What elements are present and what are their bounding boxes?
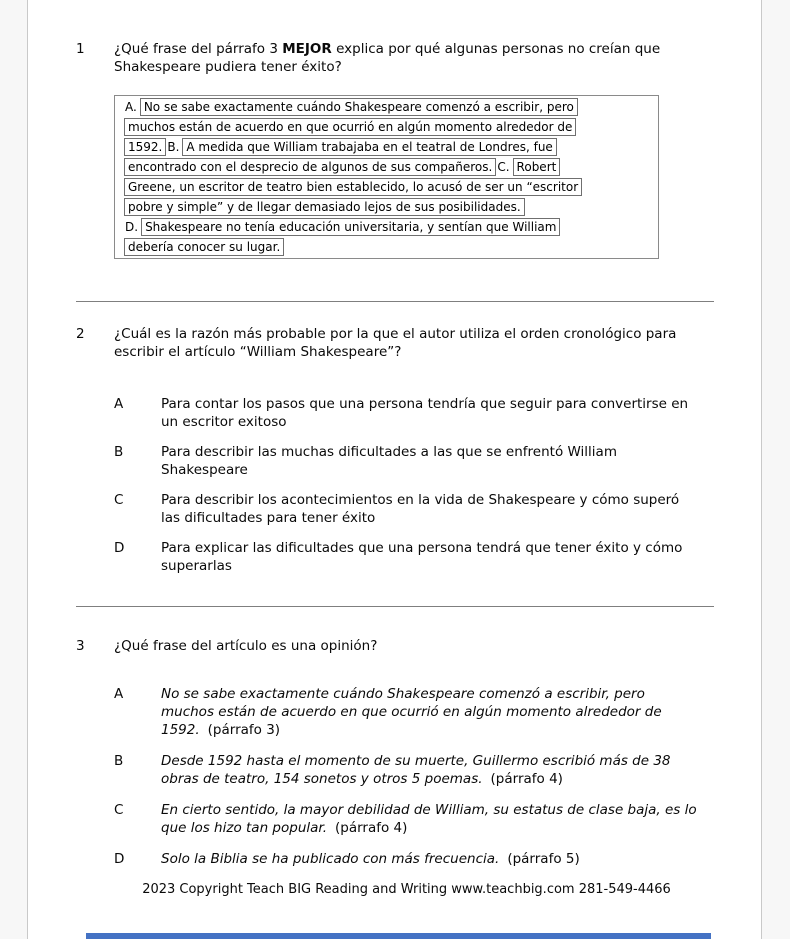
boxed-sentence: Greene, un escritor de teatro bien establecido, lo acusó de ser un “escritor (124, 178, 582, 196)
question-3 (76, 637, 737, 655)
option-letter: D (114, 540, 125, 556)
answer-box-line (124, 177, 652, 197)
option-row-d (114, 850, 737, 868)
answer-box-line (124, 237, 652, 257)
boxed-sentence: 1592. (124, 138, 166, 156)
answer-choices-box (114, 95, 659, 259)
option-letter: B (114, 753, 124, 769)
answer-box-line (124, 117, 652, 137)
answer-box-line (124, 157, 652, 177)
paragraph-reference: (párrafo 3) (207, 722, 281, 738)
option-letter: A (114, 396, 124, 412)
option-text: Para describir los acontecimientos en la vida de Shakespeare y cómo superó las dificultades para tener éxito (161, 492, 680, 526)
prompt-bold-emphasis: MEJOR (282, 41, 332, 57)
question-2-options (114, 395, 737, 575)
option-text: Para contar los pasos que una persona tendría que seguir para convertirse en un escritor exitoso (161, 396, 689, 430)
option-row-d (114, 539, 737, 575)
boxed-sentence: Robert (513, 158, 561, 176)
quoted-sentence: No se sabe exactamente cuándo Shakespeare comenzó a escribir, pero muchos están de acuerdo en que ocurrió en algún momento alrededor de 1592. (161, 686, 662, 738)
question-2-number: 2 (76, 326, 85, 342)
answer-box-line (124, 97, 652, 117)
option-letter: D (114, 851, 125, 867)
question-2 (76, 325, 737, 361)
question-1-number: 1 (76, 41, 85, 57)
question-3-number: 3 (76, 638, 85, 654)
option-letter: C (114, 492, 124, 508)
option-text: Para describir las muchas dificultades a las que se enfrentó William Shakespeare (161, 444, 617, 478)
paragraph-reference: (párrafo 4) (335, 820, 408, 836)
answer-box-line (124, 197, 652, 217)
choice-label: C. (497, 160, 510, 174)
paragraph-reference: (párrafo 4) (490, 771, 563, 787)
option-row-b (114, 752, 737, 788)
boxed-sentence: pobre y simple” y de llegar demasiado lejos de sus posibilidades. (124, 198, 525, 216)
question-1-prompt (114, 40, 714, 76)
boxed-sentence: Shakespeare no tenía educación universitaria, y sentían que William (141, 218, 560, 236)
footer-copyright: 2023 Copyright Teach BIG Reading and Writing www.teachbig.com 281-549-4466 (142, 882, 671, 897)
option-letter: C (114, 802, 124, 818)
worksheet-page (27, 0, 762, 939)
option-row-c (114, 491, 737, 527)
quoted-sentence: En cierto sentido, la mayor debilidad de William, su estatus de clase baja, es lo que los hizo tan popular. (161, 802, 697, 836)
boxed-sentence: muchos están de acuerdo en que ocurrió en algún momento alrededor de (124, 118, 576, 136)
option-letter: A (114, 686, 124, 702)
option-text (161, 685, 701, 739)
question-separator (76, 301, 714, 302)
question-3-options (114, 685, 737, 868)
answer-box-line (124, 137, 652, 157)
quoted-sentence: Desde 1592 hasta el momento de su muerte, Guillermo escribió más de 38 obras de teatro, 154 sonetos y otros 5 poemas. (161, 753, 671, 787)
paragraph-reference: (párrafo 5) (507, 851, 580, 867)
boxed-sentence: A medida que William trabajaba en el teatral de Londres, fue (182, 138, 556, 156)
boxed-sentence: encontrado con el desprecio de algunos de sus compañeros. (124, 158, 496, 176)
question-3-prompt: ¿Qué frase del artículo es una opinión? (114, 638, 378, 654)
bottom-accent-bar (86, 933, 711, 939)
option-row-b (114, 443, 737, 479)
option-text (161, 801, 701, 837)
worksheet-content (28, 40, 761, 899)
option-text (161, 850, 701, 868)
boxed-sentence: No se sabe exactamente cuándo Shakespeare comenzó a escribir, pero (140, 98, 578, 116)
choice-label: A. (125, 100, 137, 114)
quoted-sentence: Solo la Biblia se ha publicado con más frecuencia. (161, 851, 500, 867)
option-letter: B (114, 444, 124, 460)
option-text (161, 752, 701, 788)
option-row-a (114, 685, 737, 739)
question-2-prompt: ¿Cuál es la razón más probable por la que el autor utiliza el orden cronológico para escribir el artículo “William Shakespeare”? (114, 326, 677, 360)
option-text: Para explicar las dificultades que una persona tendrá que tener éxito y cómo superarlas (161, 540, 683, 574)
choice-label: B. (167, 140, 180, 154)
option-row-a (114, 395, 737, 431)
option-row-c (114, 801, 737, 837)
question-1 (76, 40, 737, 76)
question-separator (76, 606, 714, 607)
answer-box-line (124, 217, 652, 237)
prompt-text: ¿Qué frase del párrafo 3 (114, 41, 283, 57)
choice-label: D. (125, 220, 139, 234)
boxed-sentence: debería conocer su lugar. (124, 238, 284, 256)
prompt-text: explica por qué algunas personas no creían que Shakespeare pudiera tener éxito? (114, 41, 661, 75)
